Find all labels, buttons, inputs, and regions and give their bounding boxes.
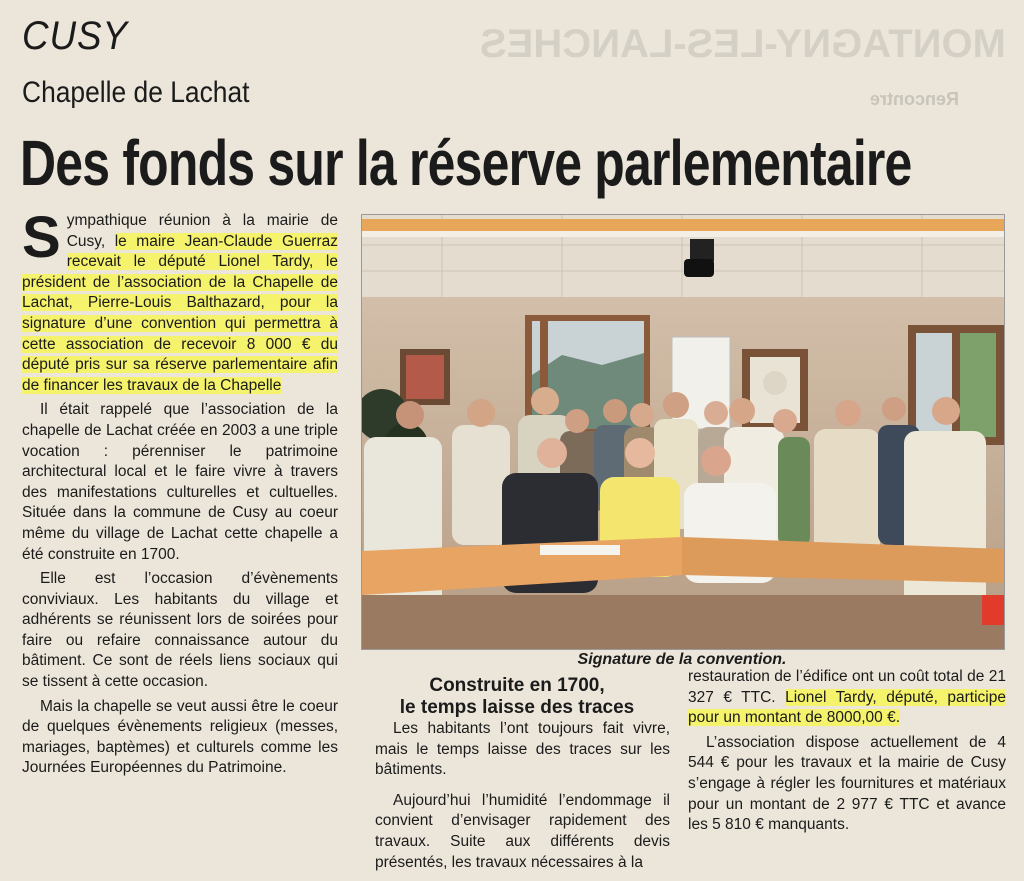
photo-illustration [362, 215, 1004, 649]
article-subhead: Chapelle de Lachat [22, 76, 250, 109]
subtitle-line-1: Construite en 1700, [429, 675, 605, 696]
article-headline: Des fonds sur la réserve parlementaire [20, 127, 912, 199]
bleed-line-1: MONTAGNY-LES-LANCHES [480, 22, 1006, 66]
drop-cap: S [22, 205, 61, 270]
subtitle-line-2: le temps laisse des traces [399, 697, 635, 718]
paragraph: Il était rappelé que l’association de la chapelle de Lachat créée en 2003 a une triple vocation : pérenniser le patrimoine architectural local et le faire vivre à travers des manifestations culturelles et cultuelles. Située dans la commune de Cusy au coeur même du village de Lachat cette chapelle a été construite en 1700. [22, 401, 338, 563]
article-column-3 [688, 667, 1006, 840]
section-subtitle [372, 675, 662, 719]
section-kicker: CUSY [22, 14, 128, 58]
paragraph: Aujourd’hui l’humidité l’endommage il convient d’envisager rapidement des travaux. Suite aux différents devis présentés, les travaux nécessaires à la [375, 791, 670, 871]
cost-text: restauration de l’édifice ont un coût total de 21 327 € TTC. [688, 668, 1006, 706]
paragraph [688, 667, 1006, 729]
article-photo [361, 214, 1005, 650]
paragraph: Mais la chapelle se veut aussi être le coeur de quelques évènements religieux (messes, mariages, baptèmes) et culturels comme les Journées Européennes du Patrimoine. [22, 697, 338, 777]
intro-text: ympathique réunion à la mairie de Cusy, [66, 212, 338, 250]
paragraph: L’association dispose actuellement de 4 544 € pour les travaux et la mairie de Cusy s’engage à régler les fournitures et matériaux pour un montant de 2 977 € TTC et avance les 5 810 € manquants. [688, 733, 1006, 834]
highlighted-text: Lionel Tardy, député, participe pour un montant de 8000,00 €. [688, 688, 1006, 727]
paragraph: Les habitants l’ont toujours fait vivre, mais le temps laisse des traces sur les bâtiments. [375, 720, 670, 779]
bleed-line-2: Rencontre [870, 89, 960, 109]
paragraph: Elle est l’occasion d’évènements conviviaux. Les habitants du village et adhérents se réunissent lors de soirées pour faire ou refaire connaissance autour du bâtiment. Ce sont de réels liens sociaux qui se tissent à cette occasion. [22, 570, 338, 691]
article-column-2 [375, 719, 670, 877]
paragraph-intro [22, 205, 339, 396]
article-column-1 [22, 205, 339, 783]
photo-caption: Signature de la convention. [577, 651, 787, 668]
highlighted-text: le maire Jean-Claude Guerraz recevait le député Lionel Tardy, le président de l’association de la Chapelle de Lachat, Pierre-Louis Balthazard, pour la signature d’une convention qui permettra à cette association de recevoir 8 000 € du député pris sur sa réserve parlementaire afin de financer les travaux de la Chapelle [22, 232, 339, 394]
